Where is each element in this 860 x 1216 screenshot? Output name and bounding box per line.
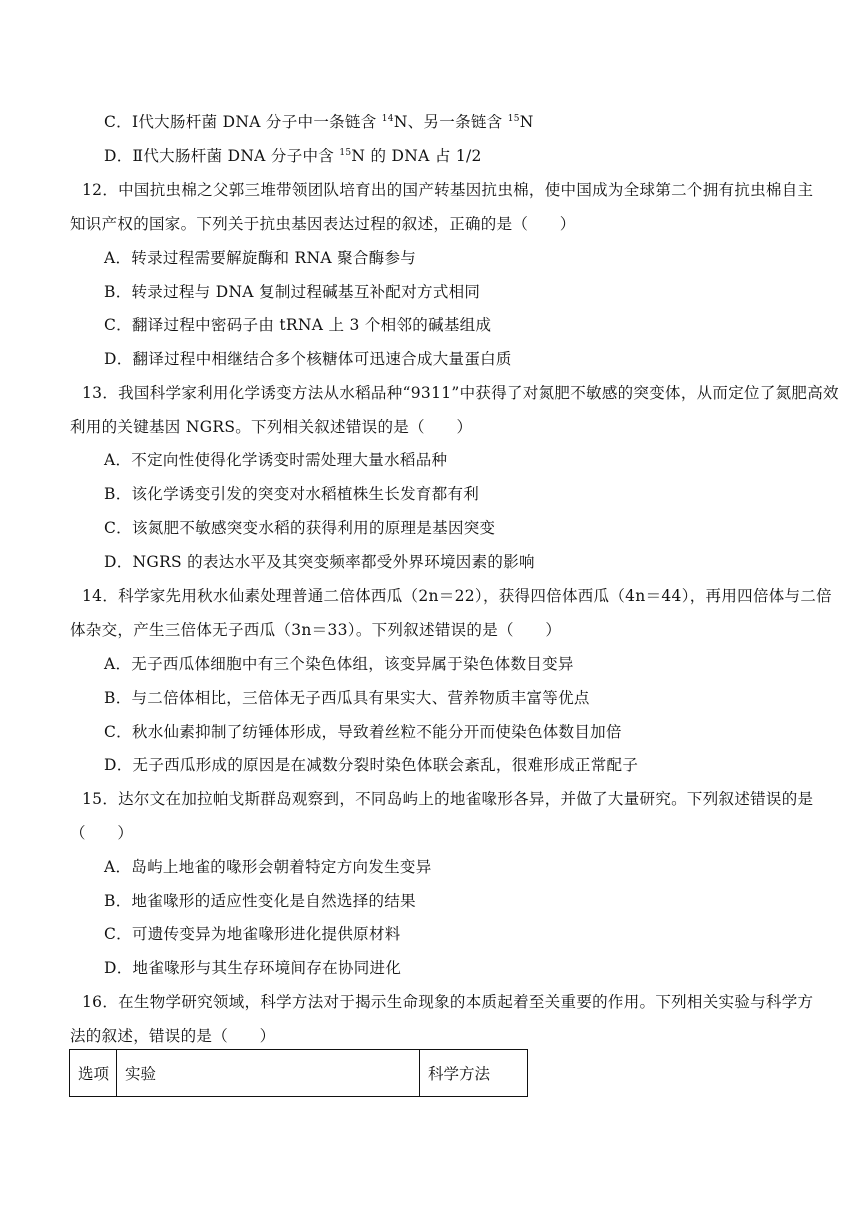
q16-table — [69, 1049, 528, 1097]
q13-option-d: D．NGRS 的表达水平及其突变频率都受外界环境因素的影响 — [104, 553, 535, 571]
q15-stem-line2: （ ） — [70, 824, 134, 842]
q13-option-b: B．该化学诱变引发的突变对水稻植株生长发育都有利 — [104, 485, 480, 503]
q13-option-a: A．不定向性使得化学诱变时需处理大量水稻品种 — [104, 451, 448, 469]
q11-option-d: D．Ⅱ代大肠杆菌 DNA 分子中含 $^{15}$N 的 DNA 占 1/2 — [104, 147, 482, 165]
q16-stem-line2: 法的叙述，错误的是（ ） — [70, 1027, 276, 1045]
q14-stem-line2: 体杂交，产生三倍体无子西瓜（3n＝33）。下列叙述错误的是（ ） — [70, 621, 562, 639]
table-header-option: 选项 — [70, 1050, 117, 1097]
q12-option-d: D．翻译过程中相继结合多个核糖体可迅速合成大量蛋白质 — [104, 350, 512, 368]
q14-stem-line1: 14．科学家先用秋水仙素处理普通二倍体西瓜（2n＝22），获得四倍体西瓜（4n＝44），再用四倍体与二倍 — [82, 587, 832, 605]
q13-stem-line1: 13．我国科学家利用化学诱变方法从水稻品种“9311”中获得了对氮肥不敏感的突变体，从而定位了氮肥高效 — [82, 384, 839, 402]
q13-option-c: C．该氮肥不敏感突变水稻的获得利用的原理是基因突变 — [104, 519, 496, 537]
table-header-method: 科学方法 — [420, 1050, 528, 1097]
q15-option-b: B．地雀喙形的适应性变化是自然选择的结果 — [104, 892, 416, 910]
q14-option-a: A．无子西瓜体细胞中有三个染色体组，该变异属于染色体数目变异 — [104, 655, 574, 673]
q12-stem-line2: 知识产权的国家。下列关于抗虫基因表达过程的叙述，正确的是（ ） — [70, 215, 576, 233]
q14-option-b: B．与二倍体相比，三倍体无子西瓜具有果实大、营养物质丰富等优点 — [104, 689, 590, 707]
q13-stem-line2: 利用的关键基因 NGRS。下列相关叙述错误的是（ ） — [70, 418, 473, 436]
q15-option-a: A．岛屿上地雀的喙形会朝着特定方向发生变异 — [104, 858, 432, 876]
q16-stem-line1: 16．在生物学研究领域，科学方法对于揭示生命现象的本质起着至关重要的作用。下列相关实验与科学方 — [82, 993, 814, 1011]
q11-option-c: C．Ⅰ代大肠杆菌 DNA 分子中一条链含 $^{14}$N、另一条链含 $^{15}$N — [104, 113, 534, 131]
table-header-experiment: 实验 — [117, 1050, 420, 1097]
q15-option-d: D．地雀喙形与其生存环境间存在协同进化 — [104, 959, 402, 977]
q12-stem-line1: 12．中国抗虫棉之父郭三堆带领团队培育出的国产转基因抗虫棉，使中国成为全球第二个拥有抗虫棉自主 — [82, 181, 814, 199]
q12-option-b: B．转录过程与 DNA 复制过程碱基互补配对方式相同 — [104, 283, 481, 301]
q12-option-c: C．翻译过程中密码子由 tRNA 上 3 个相邻的碱基组成 — [104, 316, 492, 334]
q15-stem-line1: 15．达尔文在加拉帕戈斯群岛观察到，不同岛屿上的地雀喙形各异，并做了大量研究。下列叙述错误的是 — [82, 790, 814, 808]
q14-option-c: C．秋水仙素抑制了纺锤体形成，导致着丝粒不能分开而使染色体数目加倍 — [104, 723, 622, 741]
table-header-row — [70, 1050, 528, 1097]
q14-option-d: D．无子西瓜形成的原因是在减数分裂时染色体联会紊乱，很难形成正常配子 — [104, 756, 639, 774]
q15-option-c: C．可遗传变异为地雀喙形进化提供原材料 — [104, 925, 401, 943]
q12-option-a: A．转录过程需要解旋酶和 RNA 聚合酶参与 — [104, 249, 417, 267]
